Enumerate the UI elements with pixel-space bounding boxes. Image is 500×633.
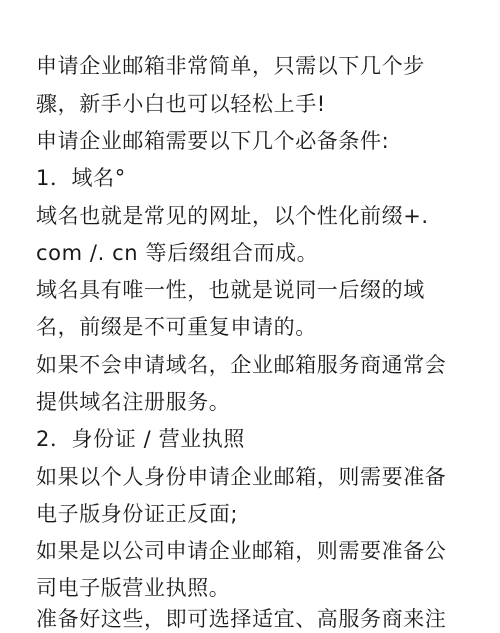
paragraph-line: 电子版身份证正反面; (36, 502, 239, 526)
paragraph-line: 提供域名注册服务。 (36, 390, 231, 414)
section-heading: 1．域名° (36, 166, 126, 190)
paragraph-line: 名，前缀是不可重复申请的。 (36, 315, 317, 339)
paragraph-line: 申请企业邮箱需要以下几个必备条件: (36, 129, 390, 153)
paragraph-line: 司电子版营业执照。 (36, 576, 231, 600)
paragraph-line: com /. cn 等后缀组合而成。 (36, 241, 319, 265)
section-heading: 2．身份证 / 营业执照 (36, 427, 245, 451)
paragraph-line: 申请企业邮箱非常简单，只需以下几个步 (36, 54, 425, 78)
paragraph-line: 域名具有唯一性，也就是说同一后缀的域 (36, 278, 425, 302)
paragraph-line: 如果以个人身份申请企业邮箱，则需要准备 (36, 465, 447, 489)
paragraph-line: 如果不会申请域名，企业邮箱服务商通常会 (36, 353, 447, 377)
paragraph-line: 骤，新手小白也可以轻松上手! (36, 92, 326, 116)
paragraph-line: 准备好这些，即可选择适宜、高服务商来注 (36, 607, 447, 631)
paragraph-line: 域名也就是常见的网址，以个性化前缀+. (36, 204, 429, 228)
paragraph-line: 如果是以公司申请企业邮箱，则需要准备公 (36, 539, 447, 563)
